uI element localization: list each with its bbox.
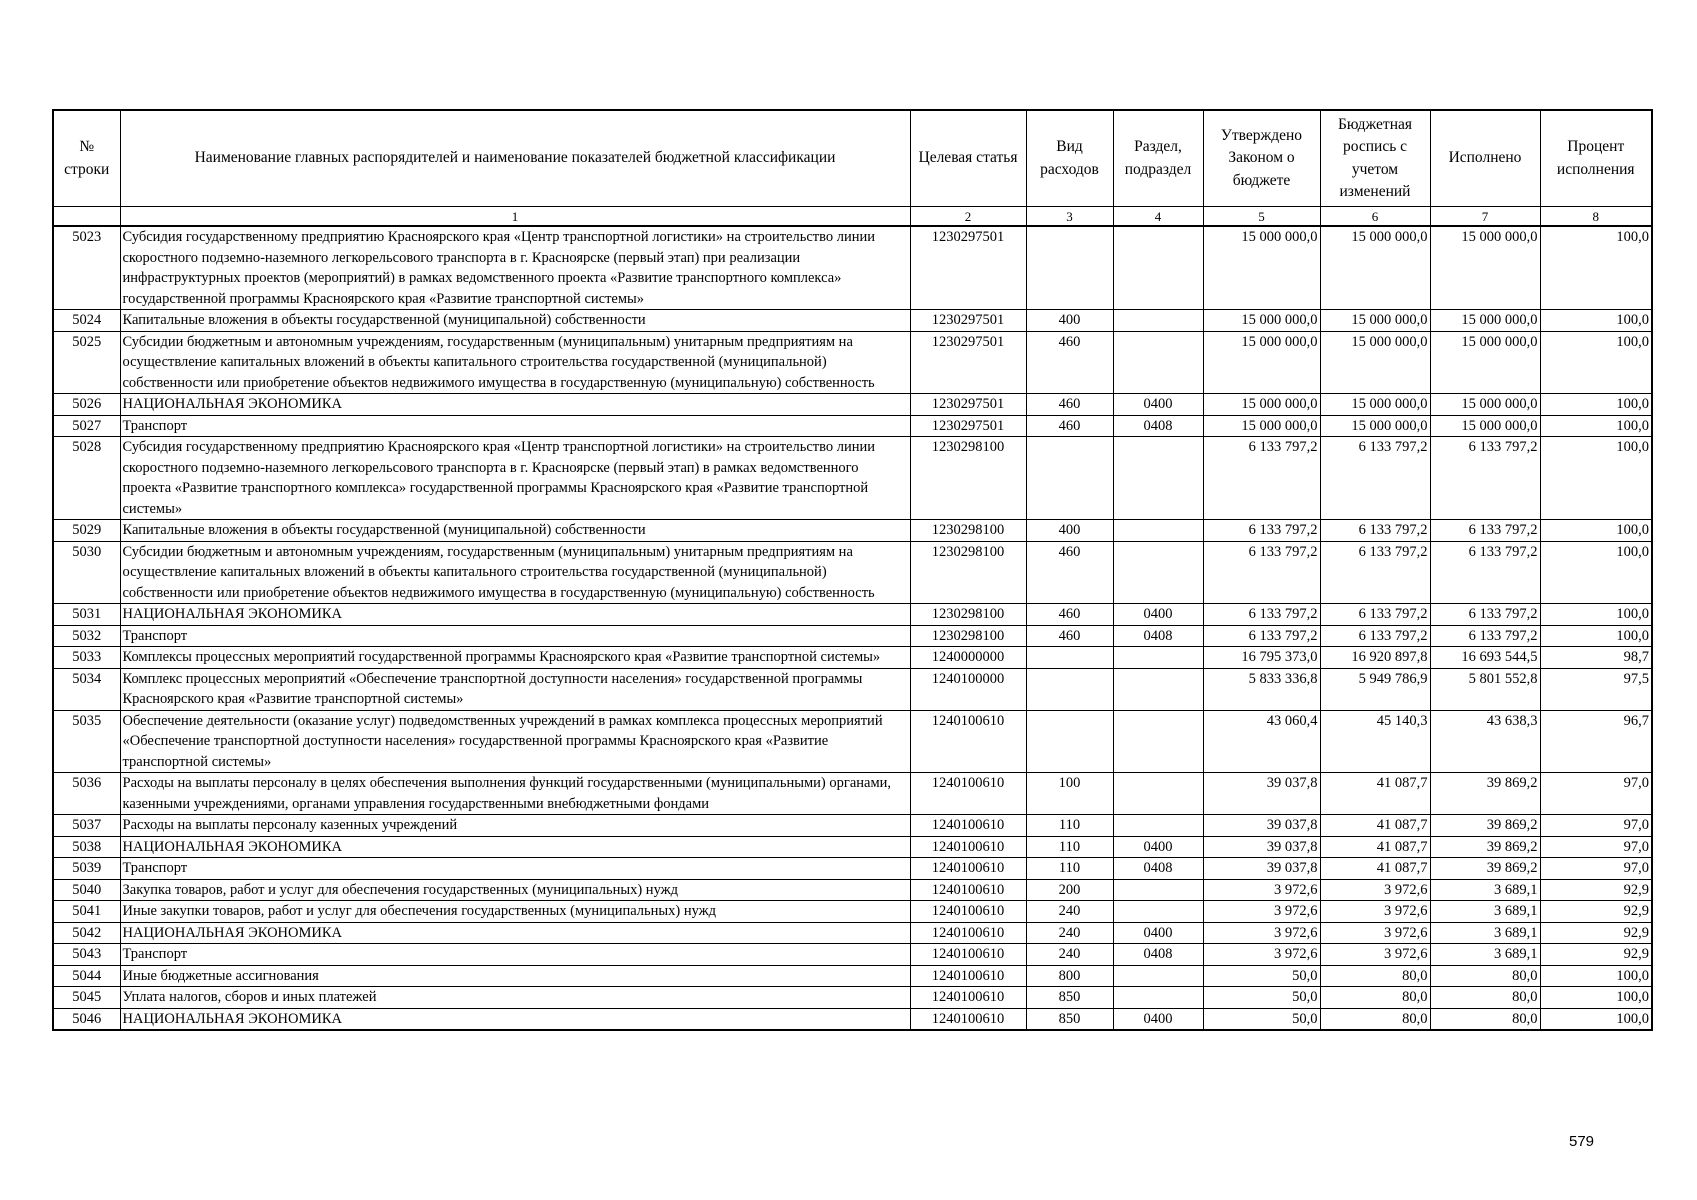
row-number-cell: 5044 — [53, 965, 120, 987]
row-name-cell: НАЦИОНАЛЬНАЯ ЭКОНОМИКА — [120, 836, 910, 858]
row-number-cell: 5029 — [53, 520, 120, 542]
row-name-cell: НАЦИОНАЛЬНАЯ ЭКОНОМИКА — [120, 1008, 910, 1030]
target-article-cell: 1240100610 — [910, 965, 1026, 987]
budget-list-cell: 6 133 797,2 — [1320, 604, 1430, 626]
section-cell — [1113, 901, 1203, 923]
expense-type-cell — [1026, 668, 1113, 710]
row-number-cell: 5026 — [53, 394, 120, 416]
section-cell: 0408 — [1113, 858, 1203, 880]
row-number-cell: 5027 — [53, 415, 120, 437]
col-number: 7 — [1430, 207, 1540, 227]
approved-cell: 39 037,8 — [1203, 773, 1320, 815]
target-article-cell: 1240100610 — [910, 944, 1026, 966]
budget-list-cell: 16 920 897,8 — [1320, 647, 1430, 669]
percent-cell: 100,0 — [1540, 520, 1652, 542]
budget-list-cell: 41 087,7 — [1320, 815, 1430, 837]
target-article-cell: 1240100610 — [910, 836, 1026, 858]
executed-cell: 80,0 — [1430, 987, 1540, 1009]
expense-type-cell: 460 — [1026, 394, 1113, 416]
approved-cell: 6 133 797,2 — [1203, 437, 1320, 520]
row-name-cell: Иные бюджетные ассигнования — [120, 965, 910, 987]
percent-cell: 97,5 — [1540, 668, 1652, 710]
row-name-cell: Транспорт — [120, 625, 910, 647]
percent-cell: 98,7 — [1540, 647, 1652, 669]
row-number-cell: 5035 — [53, 710, 120, 773]
section-cell: 0408 — [1113, 944, 1203, 966]
expense-type-cell: 100 — [1026, 773, 1113, 815]
executed-cell: 3 689,1 — [1430, 922, 1540, 944]
executed-cell: 80,0 — [1430, 965, 1540, 987]
approved-cell: 39 037,8 — [1203, 858, 1320, 880]
table-row — [53, 331, 1652, 394]
target-article-cell: 1230298100 — [910, 604, 1026, 626]
row-number-cell: 5025 — [53, 331, 120, 394]
expense-type-cell: 460 — [1026, 331, 1113, 394]
row-number-cell: 5038 — [53, 836, 120, 858]
budget-list-cell: 15 000 000,0 — [1320, 394, 1430, 416]
percent-cell: 92,9 — [1540, 901, 1652, 923]
budget-list-cell: 45 140,3 — [1320, 710, 1430, 773]
table-row — [53, 668, 1652, 710]
percent-cell: 92,9 — [1540, 879, 1652, 901]
approved-cell: 50,0 — [1203, 1008, 1320, 1030]
approved-cell: 50,0 — [1203, 965, 1320, 987]
budget-list-cell: 15 000 000,0 — [1320, 310, 1430, 332]
approved-cell: 3 972,6 — [1203, 944, 1320, 966]
percent-cell: 97,0 — [1540, 836, 1652, 858]
row-number-cell: 5040 — [53, 879, 120, 901]
row-number-cell: 5037 — [53, 815, 120, 837]
percent-cell: 92,9 — [1540, 922, 1652, 944]
row-name-cell: НАЦИОНАЛЬНАЯ ЭКОНОМИКА — [120, 394, 910, 416]
col-header-section: Раздел, подраздел — [1113, 110, 1203, 207]
expense-type-cell — [1026, 437, 1113, 520]
row-name-cell: Расходы на выплаты персоналу в целях обеспечения выполнения функций государственными (муниципальными) органами, казенными учреждениями, органами управления государственными внебюджетными фондами — [120, 773, 910, 815]
col-header-budget-list: Бюджетная роспись с учетом изменений — [1320, 110, 1430, 207]
budget-list-cell: 80,0 — [1320, 1008, 1430, 1030]
executed-cell: 39 869,2 — [1430, 836, 1540, 858]
budget-list-cell: 15 000 000,0 — [1320, 415, 1430, 437]
percent-cell: 100,0 — [1540, 310, 1652, 332]
section-cell — [1113, 668, 1203, 710]
table-row — [53, 604, 1652, 626]
table-row — [53, 625, 1652, 647]
section-cell: 0400 — [1113, 1008, 1203, 1030]
col-header-name: Наименование главных распорядителей и наименование показателей бюджетной классификации — [120, 110, 910, 207]
row-name-cell: Комплексы процессных мероприятий государственной программы Красноярского края «Развитие транспортной системы» — [120, 647, 910, 669]
table-row — [53, 965, 1652, 987]
expense-type-cell: 400 — [1026, 310, 1113, 332]
percent-cell: 97,0 — [1540, 773, 1652, 815]
target-article-cell: 1240100610 — [910, 815, 1026, 837]
row-name-cell: Субсидия государственному предприятию Красноярского края «Центр транспортной логистики» на строительство линии скоростного подземно-наземного легкорельсового транспорта в г. Красноярске (первый этап) в рамках ведомственного проекта «Развитие транспортного комплекса» государственной программы Красноярского края «Развитие транспортной системы» — [120, 437, 910, 520]
col-number — [53, 207, 120, 227]
col-header-percent: Процент исполнения — [1540, 110, 1652, 207]
row-number-cell: 5034 — [53, 668, 120, 710]
row-number-cell: 5043 — [53, 944, 120, 966]
target-article-cell: 1230297501 — [910, 226, 1026, 310]
section-cell — [1113, 815, 1203, 837]
approved-cell: 15 000 000,0 — [1203, 394, 1320, 416]
budget-list-cell: 6 133 797,2 — [1320, 541, 1430, 604]
executed-cell: 15 000 000,0 — [1430, 310, 1540, 332]
row-name-cell: Уплата налогов, сборов и иных платежей — [120, 987, 910, 1009]
col-number: 6 — [1320, 207, 1430, 227]
percent-cell: 100,0 — [1540, 965, 1652, 987]
col-header-approved: Утверждено Законом о бюджете — [1203, 110, 1320, 207]
table-row — [53, 310, 1652, 332]
executed-cell: 6 133 797,2 — [1430, 541, 1540, 604]
target-article-cell: 1240000000 — [910, 647, 1026, 669]
row-number-cell: 5032 — [53, 625, 120, 647]
row-name-cell: Транспорт — [120, 415, 910, 437]
budget-list-cell: 41 087,7 — [1320, 858, 1430, 880]
percent-cell: 92,9 — [1540, 944, 1652, 966]
table-row — [53, 647, 1652, 669]
row-name-cell: Субсидия государственному предприятию Красноярского края «Центр транспортной логистики» на строительство линии скоростного подземно-наземного легкорельсового транспорта в г. Красноярске (первый этап) при реализации инфраструктурных проектов (мероприятий) в рамках ведомственного проекта «Развитие транспортного комплекса» государственной программы Красноярского края «Развитие транспортной системы» — [120, 226, 910, 310]
approved-cell: 6 133 797,2 — [1203, 520, 1320, 542]
row-number-cell: 5030 — [53, 541, 120, 604]
col-number: 4 — [1113, 207, 1203, 227]
executed-cell: 5 801 552,8 — [1430, 668, 1540, 710]
col-header-row-number: № строки — [53, 110, 120, 207]
expense-type-cell: 800 — [1026, 965, 1113, 987]
budget-list-cell: 5 949 786,9 — [1320, 668, 1430, 710]
target-article-cell: 1230298100 — [910, 520, 1026, 542]
executed-cell: 15 000 000,0 — [1430, 226, 1540, 310]
percent-cell: 97,0 — [1540, 815, 1652, 837]
table-row — [53, 944, 1652, 966]
target-article-cell: 1230297501 — [910, 331, 1026, 394]
executed-cell: 3 689,1 — [1430, 879, 1540, 901]
executed-cell: 3 689,1 — [1430, 901, 1540, 923]
approved-cell: 43 060,4 — [1203, 710, 1320, 773]
table-row — [53, 394, 1652, 416]
target-article-cell: 1240100610 — [910, 710, 1026, 773]
expense-type-cell: 850 — [1026, 1008, 1113, 1030]
table-row — [53, 773, 1652, 815]
percent-cell: 100,0 — [1540, 437, 1652, 520]
row-number-cell: 5033 — [53, 647, 120, 669]
percent-cell: 97,0 — [1540, 858, 1652, 880]
expense-type-cell — [1026, 710, 1113, 773]
section-cell — [1113, 647, 1203, 669]
target-article-cell: 1230297501 — [910, 415, 1026, 437]
table-row — [53, 437, 1652, 520]
row-number-cell: 5041 — [53, 901, 120, 923]
row-name-cell: Расходы на выплаты персоналу казенных учреждений — [120, 815, 910, 837]
col-number: 1 — [120, 207, 910, 227]
row-number-cell: 5036 — [53, 773, 120, 815]
page-number: 579 — [1569, 1133, 1595, 1150]
expense-type-cell: 240 — [1026, 944, 1113, 966]
col-header-executed: Исполнено — [1430, 110, 1540, 207]
table-row — [53, 922, 1652, 944]
target-article-cell: 1240100000 — [910, 668, 1026, 710]
row-name-cell: Иные закупки товаров, работ и услуг для обеспечения государственных (муниципальных) нужд — [120, 901, 910, 923]
executed-cell: 6 133 797,2 — [1430, 437, 1540, 520]
approved-cell: 6 133 797,2 — [1203, 625, 1320, 647]
row-name-cell: Закупка товаров, работ и услуг для обеспечения государственных (муниципальных) нужд — [120, 879, 910, 901]
executed-cell: 43 638,3 — [1430, 710, 1540, 773]
row-name-cell: Капитальные вложения в объекты государственной (муниципальной) собственности — [120, 520, 910, 542]
col-header-expense-type: Вид расходов — [1026, 110, 1113, 207]
expense-type-cell: 460 — [1026, 604, 1113, 626]
approved-cell: 15 000 000,0 — [1203, 310, 1320, 332]
table-row — [53, 226, 1652, 310]
executed-cell: 6 133 797,2 — [1430, 520, 1540, 542]
section-cell: 0400 — [1113, 604, 1203, 626]
percent-cell: 100,0 — [1540, 541, 1652, 604]
approved-cell: 50,0 — [1203, 987, 1320, 1009]
executed-cell: 6 133 797,2 — [1430, 625, 1540, 647]
col-number: 5 — [1203, 207, 1320, 227]
row-name-cell: Субсидии бюджетным и автономным учреждениям, государственным (муниципальным) унитарным предприятиям на осуществление капитальных вложений в объекты капитального строительства государственной (муниципальной) собственности или приобретение объектов недвижимого имущества в государственную (муниципальную) собственность — [120, 331, 910, 394]
target-article-cell: 1240100610 — [910, 858, 1026, 880]
row-number-cell: 5023 — [53, 226, 120, 310]
percent-cell: 100,0 — [1540, 987, 1652, 1009]
percent-cell: 96,7 — [1540, 710, 1652, 773]
col-number: 8 — [1540, 207, 1652, 227]
col-header-target-article: Целевая статья — [910, 110, 1026, 207]
target-article-cell: 1230298100 — [910, 541, 1026, 604]
table-row — [53, 815, 1652, 837]
header-row — [53, 110, 1652, 207]
target-article-cell: 1240100610 — [910, 901, 1026, 923]
section-cell — [1113, 331, 1203, 394]
approved-cell: 6 133 797,2 — [1203, 604, 1320, 626]
expense-type-cell: 110 — [1026, 815, 1113, 837]
row-name-cell: Обеспечение деятельности (оказание услуг) подведомственных учреждений в рамках комплекса процессных мероприятий «Обеспечение транспортной доступности населения» государственной программы Красноярского края «Развитие транспортной системы» — [120, 710, 910, 773]
section-cell — [1113, 310, 1203, 332]
row-name-cell: НАЦИОНАЛЬНАЯ ЭКОНОМИКА — [120, 922, 910, 944]
budget-list-cell: 6 133 797,2 — [1320, 437, 1430, 520]
executed-cell: 39 869,2 — [1430, 858, 1540, 880]
budget-list-cell: 3 972,6 — [1320, 879, 1430, 901]
table-row — [53, 987, 1652, 1009]
approved-cell: 39 037,8 — [1203, 815, 1320, 837]
expense-type-cell: 110 — [1026, 858, 1113, 880]
section-cell: 0400 — [1113, 394, 1203, 416]
section-cell — [1113, 226, 1203, 310]
percent-cell: 100,0 — [1540, 625, 1652, 647]
budget-list-cell: 3 972,6 — [1320, 901, 1430, 923]
section-cell: 0408 — [1113, 415, 1203, 437]
budget-list-cell: 80,0 — [1320, 965, 1430, 987]
section-cell — [1113, 541, 1203, 604]
row-number-cell: 5039 — [53, 858, 120, 880]
expense-type-cell: 240 — [1026, 922, 1113, 944]
section-cell: 0408 — [1113, 625, 1203, 647]
approved-cell: 3 972,6 — [1203, 879, 1320, 901]
approved-cell: 39 037,8 — [1203, 836, 1320, 858]
budget-list-cell: 6 133 797,2 — [1320, 625, 1430, 647]
section-cell — [1113, 965, 1203, 987]
table-row — [53, 541, 1652, 604]
budget-list-cell: 3 972,6 — [1320, 922, 1430, 944]
expense-type-cell: 240 — [1026, 901, 1113, 923]
budget-list-cell: 41 087,7 — [1320, 773, 1430, 815]
target-article-cell: 1230297501 — [910, 310, 1026, 332]
table-row — [53, 710, 1652, 773]
table-row — [53, 901, 1652, 923]
budget-list-cell: 41 087,7 — [1320, 836, 1430, 858]
section-cell — [1113, 879, 1203, 901]
table-row — [53, 879, 1652, 901]
approved-cell: 15 000 000,0 — [1203, 226, 1320, 310]
row-name-cell: Капитальные вложения в объекты государственной (муниципальной) собственности — [120, 310, 910, 332]
expense-type-cell: 460 — [1026, 625, 1113, 647]
executed-cell: 39 869,2 — [1430, 815, 1540, 837]
expense-type-cell: 460 — [1026, 541, 1113, 604]
section-cell — [1113, 987, 1203, 1009]
target-article-cell: 1230298100 — [910, 437, 1026, 520]
row-number-cell: 5045 — [53, 987, 120, 1009]
section-cell — [1113, 773, 1203, 815]
percent-cell: 100,0 — [1540, 604, 1652, 626]
budget-list-cell: 15 000 000,0 — [1320, 331, 1430, 394]
table-row — [53, 1008, 1652, 1030]
executed-cell: 6 133 797,2 — [1430, 604, 1540, 626]
row-name-cell: Транспорт — [120, 858, 910, 880]
expense-type-cell: 400 — [1026, 520, 1113, 542]
row-number-cell: 5028 — [53, 437, 120, 520]
col-number: 2 — [910, 207, 1026, 227]
section-cell — [1113, 710, 1203, 773]
approved-cell: 3 972,6 — [1203, 922, 1320, 944]
row-number-cell: 5046 — [53, 1008, 120, 1030]
budget-table — [52, 109, 1653, 1031]
table-row — [53, 858, 1652, 880]
row-number-cell: 5042 — [53, 922, 120, 944]
budget-list-cell: 3 972,6 — [1320, 944, 1430, 966]
expense-type-cell — [1026, 226, 1113, 310]
executed-cell: 80,0 — [1430, 1008, 1540, 1030]
row-name-cell: НАЦИОНАЛЬНАЯ ЭКОНОМИКА — [120, 604, 910, 626]
section-cell: 0400 — [1113, 922, 1203, 944]
executed-cell: 15 000 000,0 — [1430, 415, 1540, 437]
budget-list-cell: 6 133 797,2 — [1320, 520, 1430, 542]
section-cell — [1113, 520, 1203, 542]
expense-type-cell: 850 — [1026, 987, 1113, 1009]
expense-type-cell: 110 — [1026, 836, 1113, 858]
target-article-cell: 1240100610 — [910, 1008, 1026, 1030]
percent-cell: 100,0 — [1540, 1008, 1652, 1030]
percent-cell: 100,0 — [1540, 331, 1652, 394]
percent-cell: 100,0 — [1540, 226, 1652, 310]
section-cell — [1113, 437, 1203, 520]
approved-cell: 3 972,6 — [1203, 901, 1320, 923]
executed-cell: 15 000 000,0 — [1430, 394, 1540, 416]
percent-cell: 100,0 — [1540, 415, 1652, 437]
percent-cell: 100,0 — [1540, 394, 1652, 416]
approved-cell: 6 133 797,2 — [1203, 541, 1320, 604]
row-name-cell: Комплекс процессных мероприятий «Обеспечение транспортной доступности населения» государственной программы Красноярского края «Развитие транспортной системы» — [120, 668, 910, 710]
row-number-cell: 5031 — [53, 604, 120, 626]
row-name-cell: Транспорт — [120, 944, 910, 966]
table-row — [53, 415, 1652, 437]
col-number: 3 — [1026, 207, 1113, 227]
expense-type-cell: 200 — [1026, 879, 1113, 901]
target-article-cell: 1240100610 — [910, 922, 1026, 944]
budget-list-cell: 80,0 — [1320, 987, 1430, 1009]
expense-type-cell: 460 — [1026, 415, 1113, 437]
budget-list-cell: 15 000 000,0 — [1320, 226, 1430, 310]
target-article-cell: 1240100610 — [910, 773, 1026, 815]
row-number-cell: 5024 — [53, 310, 120, 332]
target-article-cell: 1230298100 — [910, 625, 1026, 647]
target-article-cell: 1240100610 — [910, 879, 1026, 901]
row-name-cell: Субсидии бюджетным и автономным учреждениям, государственным (муниципальным) унитарным предприятиям на осуществление капитальных вложений в объекты капитального строительства государственной (муниципальной) собственности или приобретение объектов недвижимого имущества в государственную (муниципальную) собственность — [120, 541, 910, 604]
table-row — [53, 836, 1652, 858]
section-cell: 0400 — [1113, 836, 1203, 858]
expense-type-cell — [1026, 647, 1113, 669]
target-article-cell: 1240100610 — [910, 987, 1026, 1009]
executed-cell: 39 869,2 — [1430, 773, 1540, 815]
column-number-row — [53, 207, 1652, 227]
approved-cell: 5 833 336,8 — [1203, 668, 1320, 710]
approved-cell: 16 795 373,0 — [1203, 647, 1320, 669]
target-article-cell: 1230297501 — [910, 394, 1026, 416]
executed-cell: 3 689,1 — [1430, 944, 1540, 966]
executed-cell: 16 693 544,5 — [1430, 647, 1540, 669]
approved-cell: 15 000 000,0 — [1203, 331, 1320, 394]
executed-cell: 15 000 000,0 — [1430, 331, 1540, 394]
table-row — [53, 520, 1652, 542]
approved-cell: 15 000 000,0 — [1203, 415, 1320, 437]
